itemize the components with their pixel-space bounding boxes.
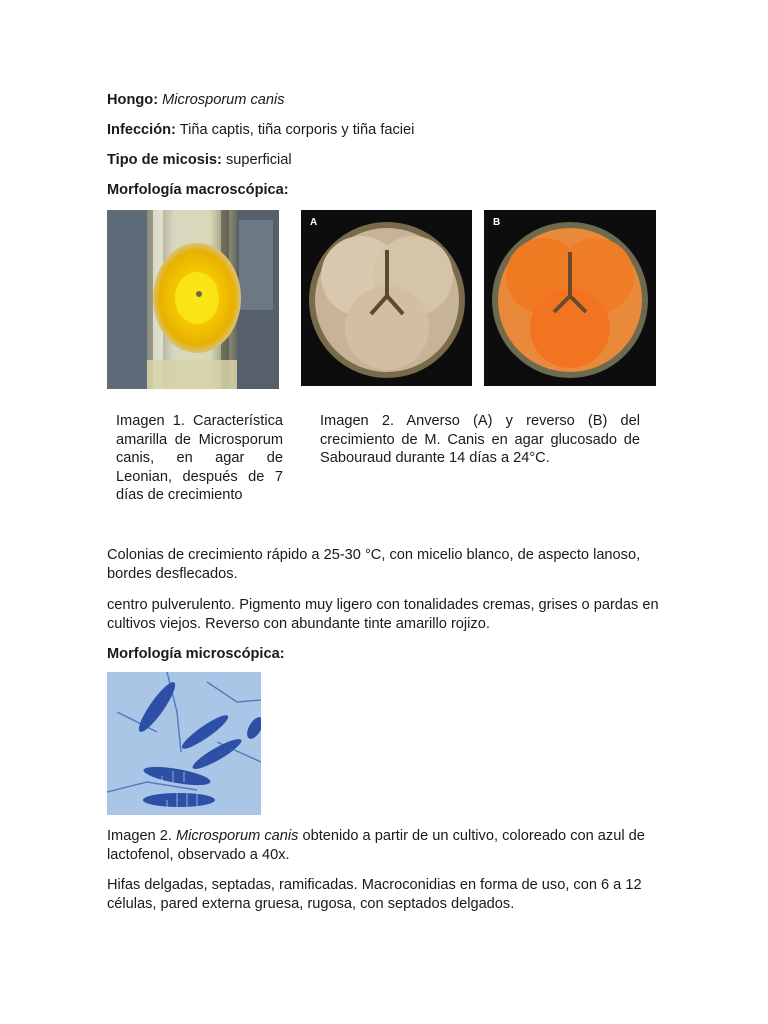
paragraph-centro: centro pulverulento. Pigmento muy ligero con tonalidades cremas, grises o pardas en cultivos viejos. Reverso con abundante tinte amarillo rojizo. — [107, 597, 659, 632]
caption-image-3-prefix: Imagen 2. — [107, 828, 176, 844]
paragraph-hifas: Hifas delgadas, septadas, ramificadas. Macroconidias en forma de uso, con 6 a 12 células, pared externa gruesa, rugosa, con septados delgados. — [107, 877, 642, 912]
plate-a-letter: A — [310, 217, 318, 228]
caption-image-3-suffix: obtenido a partir de un cultivo, coloreado con azul de lactofenol, observado a 40x. — [107, 828, 645, 863]
tipo-label: Tipo de micosis: — [107, 152, 222, 168]
paragraph-colonias: Colonias de crecimiento rápido a 25-30 °C, con micelio blanco, de aspecto lanoso, bordes desflecados. — [107, 547, 641, 582]
infeccion-line — [107, 121, 414, 140]
microscopy-image — [107, 672, 261, 815]
hongo-value: Microsporum canis — [162, 92, 285, 108]
hongo-line — [107, 91, 285, 110]
infeccion-value: Tiña captis, tiña corporis y tiña faciei — [179, 122, 415, 138]
plate-b-letter: B — [493, 217, 501, 228]
tipo-value: superficial — [225, 152, 292, 168]
caption-image-1: Imagen 1. Característica amarilla de Microsporum canis, en agar de Leonian, después de 7 días de crecimiento — [116, 413, 283, 503]
plate-a-image — [301, 210, 472, 386]
plate-b-image — [484, 210, 656, 386]
caption-image-2: Imagen 2. Anverso (A) y reverso (B) del crecimiento de M. Canis en agar glucosado de Sabouraud durante 14 días a 24°C. — [320, 413, 640, 466]
infeccion-label: Infección: — [107, 122, 176, 138]
tube-culture-image — [107, 210, 279, 389]
micro-heading: Morfología microscópica: — [107, 646, 285, 662]
macro-heading: Morfología macroscópica: — [107, 182, 289, 198]
caption-image-3-species: Microsporum canis — [175, 828, 299, 844]
hongo-label: Hongo: — [107, 92, 159, 108]
caption-image-3 — [107, 827, 662, 864]
tipo-line — [107, 151, 292, 170]
